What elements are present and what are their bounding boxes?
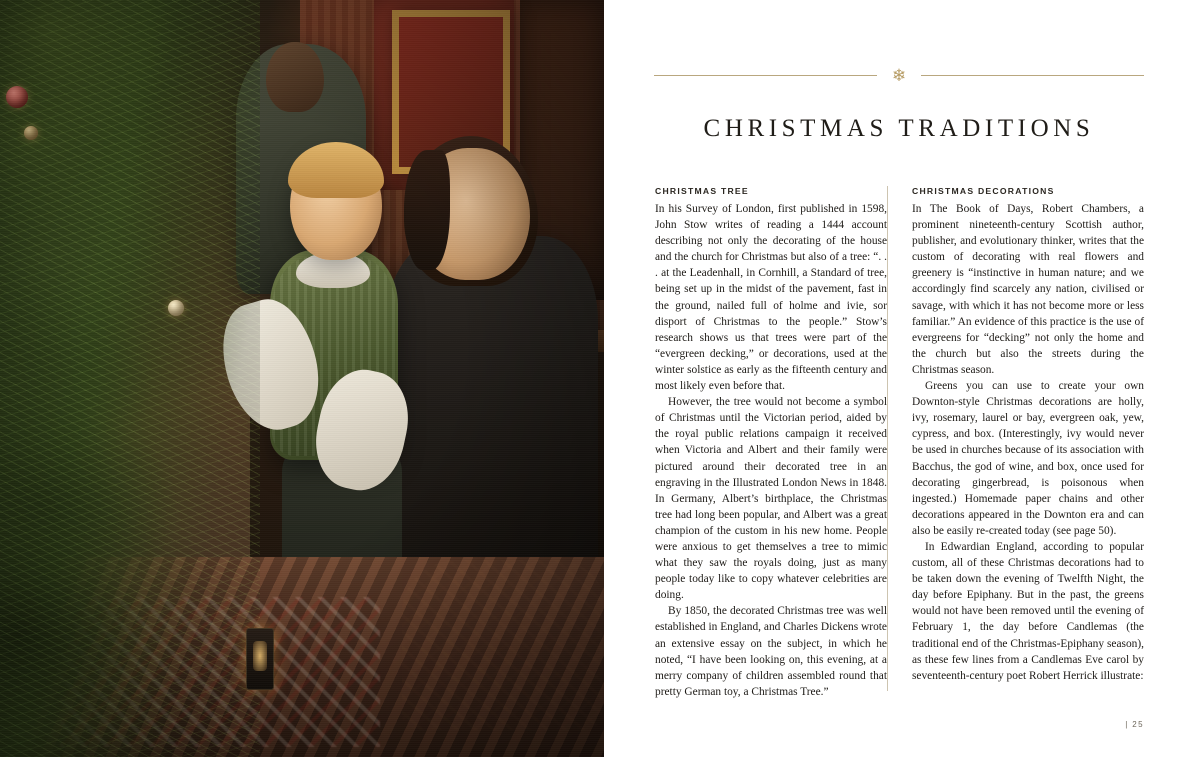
snowflake-icon: ❄ — [891, 65, 907, 85]
rule-left — [654, 75, 877, 76]
paragraph: In Edwardian England, according to popular custom, all of these Christmas decorations had to be taken down the evening of Twelfth Night, the day before Epiphany. But in the past, the greens would not have been removed until the evening of February 1, the day before Candlemas (the traditional end of the Christmas-Epiphany season), as these few lines from a Candlemas Eve carol by seventeenth-century poet Robert Herrick illustrate: — [912, 540, 1144, 682]
tree-bauble-red — [6, 86, 28, 108]
rule-right — [921, 75, 1144, 76]
tree-bauble-gold — [24, 126, 38, 140]
figure-woman-hair-front — [404, 150, 450, 270]
page-title: CHRISTMAS TRADITIONS — [703, 114, 1095, 142]
page-number: | 25 — [1125, 720, 1144, 729]
paragraph: In The Book of Days, Robert Chambers, a prominent nineteenth-century Scottish author, publisher, and evolutionary thinker, writes that the custom of decorating with real flowers and greenery is “instinctive in human nature; and we accordingly find scarcely any nation, civilised or savage, with which it has not become more or less familiar.” An evidence of this practice is the use of evergreens for “decking” not only the home and the church but also the streets during the Christmas season. — [912, 203, 1144, 376]
tree-lantern-ornament — [246, 628, 274, 690]
title-ornament-row — [654, 62, 1144, 88]
article-columns — [655, 186, 1144, 696]
paragraph: By 1850, the decorated Christmas tree was well established in England, and Charles Dickens wrote an extensive essay on the subject, in which he noted, “I have been looking on, this evening, at a merry company of children assembled round that pretty German toy, a Christmas Tree.” — [655, 605, 887, 698]
paragraph: However, the tree would not become a symbol of Christmas until the Victorian period, aided by the royal public relations campaign it received when Victoria and Albert and their family were pictured around their decorated tree in an engraving in the Illustrated London News in 1848. In Germany, Albert’s birthplace, the Christmas tree had long been popular, and Albert was a great champion of the custom in his new home. People were anxious to get themselves a tree to mimic what they saw the royals doing, just as many people today like to copy whatever celebrities are doing. — [655, 396, 887, 602]
tree-bauble-cream — [168, 300, 184, 316]
figure-man-head — [266, 42, 324, 112]
column-heading-christmas-tree: CHRISTMAS TREE — [655, 186, 749, 196]
column-christmas-decorations — [912, 186, 1144, 696]
paragraph: Greens you can use to create your own Downton-style Christmas decorations are holly, ivy, rosemary, laurel or bay, evergreen oak, yew, cypress, and box. (Interestingly, ivy would never be used in churches because of its association with Bacchus, the god of wine, and box, once used for decorating gingerbread, is poisonous when ingested.) Homemade paper chains and other decorations appeared in the Downton era and can also be easily re-created today (see page 50). — [912, 380, 1144, 537]
column-heading-christmas-decorations: CHRISTMAS DECORATIONS — [912, 186, 1055, 196]
paragraph: In his Survey of London, first published in 1598, John Stow writes of reading a 1444 account describing not only the decorating of the house and the church for Christmas but also of a tree: “. . . at the Leadenhall, in Cornhill, a Standard of tree, being set up in the midst of the pavement, fast in the ground, nailed full of holme and ivie, sor disport of Christmas to the people.” Stow’s research shows us that trees were part of the “evergreen decking,” or decorations, used at the winter solstice as early as the fifteenth century and most likely even before that. — [655, 203, 887, 393]
column-christmas-tree — [655, 186, 887, 696]
tree-needles-texture — [0, 0, 260, 757]
